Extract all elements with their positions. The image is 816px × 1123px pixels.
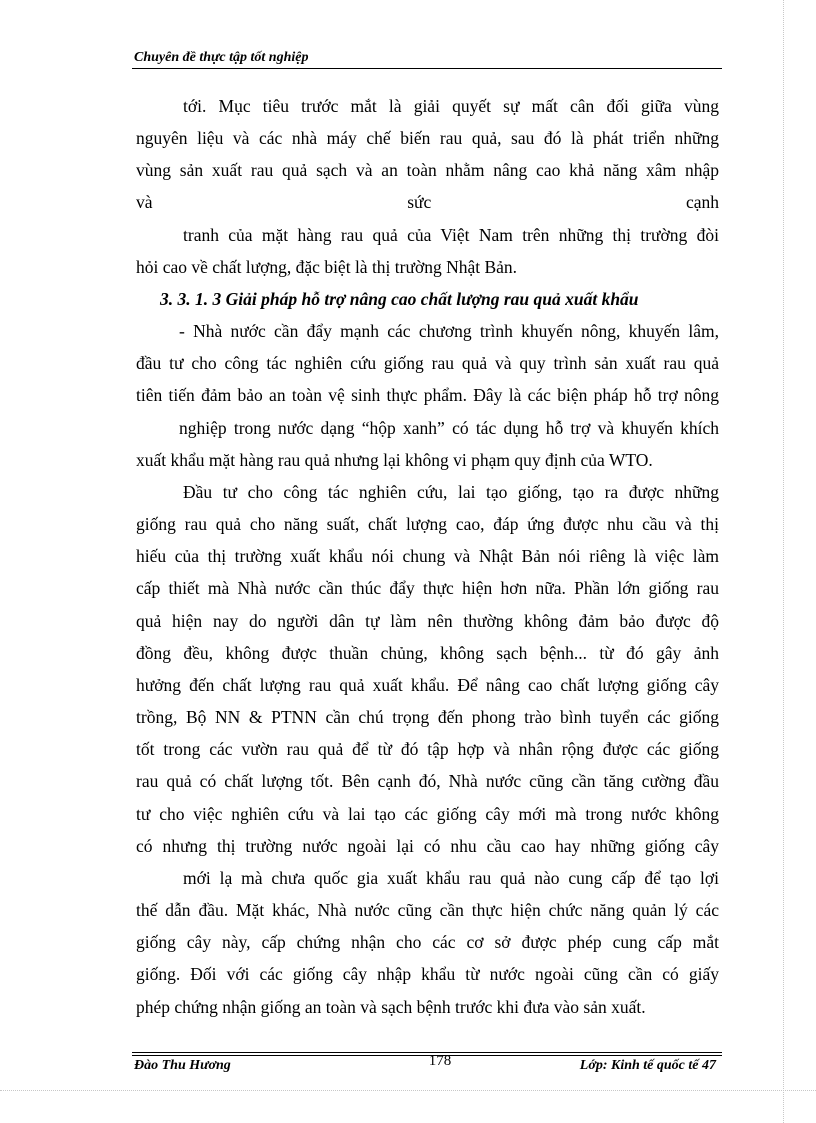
section-heading: 3. 3. 1. 3 Giải pháp hỗ trợ nâng cao chất lượng rau quả xuất khẩu — [160, 289, 639, 309]
footer-author: Đào Thu Hương — [134, 1058, 231, 1073]
text-line: giống. Đối với các giống cây nhập khẩu từ nước ngoài cũng cần có giấy — [136, 964, 719, 984]
text-line: - Nhà nước cần đẩy mạnh các chương trình khuyến nông, khuyến lâm, — [179, 321, 719, 341]
text-line: giống rau quả cho năng suất, chất lượng cao, đáp ứng được nhu cầu và thị — [136, 514, 719, 534]
header-title: Chuyên đề thực tập tốt nghiệp — [134, 50, 309, 65]
text-line: xuất khẩu mặt hàng rau quả nhưng lại không vi phạm quy định của WTO. — [136, 450, 653, 470]
text-line: nguyên liệu và các nhà máy chế biến rau quả, sau đó là phát triển những — [136, 128, 719, 148]
text-line: hưởng đến chất lượng rau quả xuất khẩu. Để nâng cao chất lượng giống cây — [136, 675, 719, 695]
text-line: quả hiện nay do người dân tự làm nên thường không đảm bảo được độ — [136, 611, 719, 631]
text-line: tới. Mục tiêu trước mắt là giải quyết sự mất cân đối giữa vùng — [183, 96, 719, 116]
text-line: Đầu tư cho công tác nghiên cứu, lai tạo giống, tạo ra được những — [183, 482, 719, 502]
page-margin-guide — [783, 0, 784, 1123]
footer-class: Lớp: Kinh tế quốc tế 47 — [579, 1058, 716, 1073]
text-line: có nhưng thị trường nước ngoài lại có nhu cầu cao hay những giống cây — [136, 836, 719, 856]
text-line: tư cho việc nghiên cứu và lai tạo các giống cây mới mà trong nước không — [136, 804, 719, 824]
header-rule — [132, 68, 722, 69]
page-number: 178 — [428, 1053, 452, 1069]
text-line: nghiệp trong nước dạng “hộp xanh” có tác dụng hỗ trợ và khuyến khích — [179, 418, 719, 438]
text-line: hiếu của thị trường xuất khẩu nói chung và Nhật Bản nói riêng là việc làm — [136, 546, 719, 566]
text-line: thế dẫn đầu. Mặt khác, Nhà nước cũng cần thực hiện chức năng quản lý các — [136, 900, 719, 920]
text-line: rau quả có chất lượng tốt. Bên cạnh đó, Nhà nước cũng cần tăng cường đầu — [136, 771, 719, 791]
text-line: tranh của mặt hàng rau quả của Việt Nam trên những thị trường đòi — [183, 225, 719, 245]
text-line: và sức cạnh — [136, 192, 719, 212]
text-line: hỏi cao về chất lượng, đặc biệt là thị trường Nhật Bản. — [136, 257, 518, 277]
text-line: cấp thiết mà Nhà nước cần thúc đẩy thực hiện hơn nữa. Phần lớn giống rau — [136, 578, 719, 598]
text-line: đầu tư cho công tác nghiên cứu giống rau quả và quy trình sản xuất rau quả — [136, 353, 719, 373]
text-line: mới lạ mà chưa quốc gia xuất khẩu rau quả nào cung cấp để tạo lợi — [183, 868, 719, 888]
text-line: tốt trong các vườn rau quả để từ đó tập hợp và nhân rộng được các giống — [136, 739, 719, 759]
text-line: tiên tiến đảm bảo an toàn vệ sinh thực phẩm. Đây là các biện pháp hỗ trợ nông — [136, 385, 719, 405]
text-line: vùng sản xuất rau quả sạch và an toàn nhằm nâng cao khả năng xâm nhập — [136, 160, 719, 180]
text-line: đồng đều, không được thuần chủng, không sạch bệnh... từ đó gây ảnh — [136, 643, 719, 663]
page-margin-guide — [0, 1090, 816, 1091]
text-line: phép chứng nhận giống an toàn và sạch bệnh trước khi đưa vào sản xuất. — [136, 997, 646, 1017]
text-line: giống cây này, cấp chứng nhận cho các cơ sở được phép cung cấp mắt — [136, 932, 719, 952]
text-line: trồng, Bộ NN & PTNN cần chú trọng đến phong trào bình tuyển các giống — [136, 707, 719, 727]
